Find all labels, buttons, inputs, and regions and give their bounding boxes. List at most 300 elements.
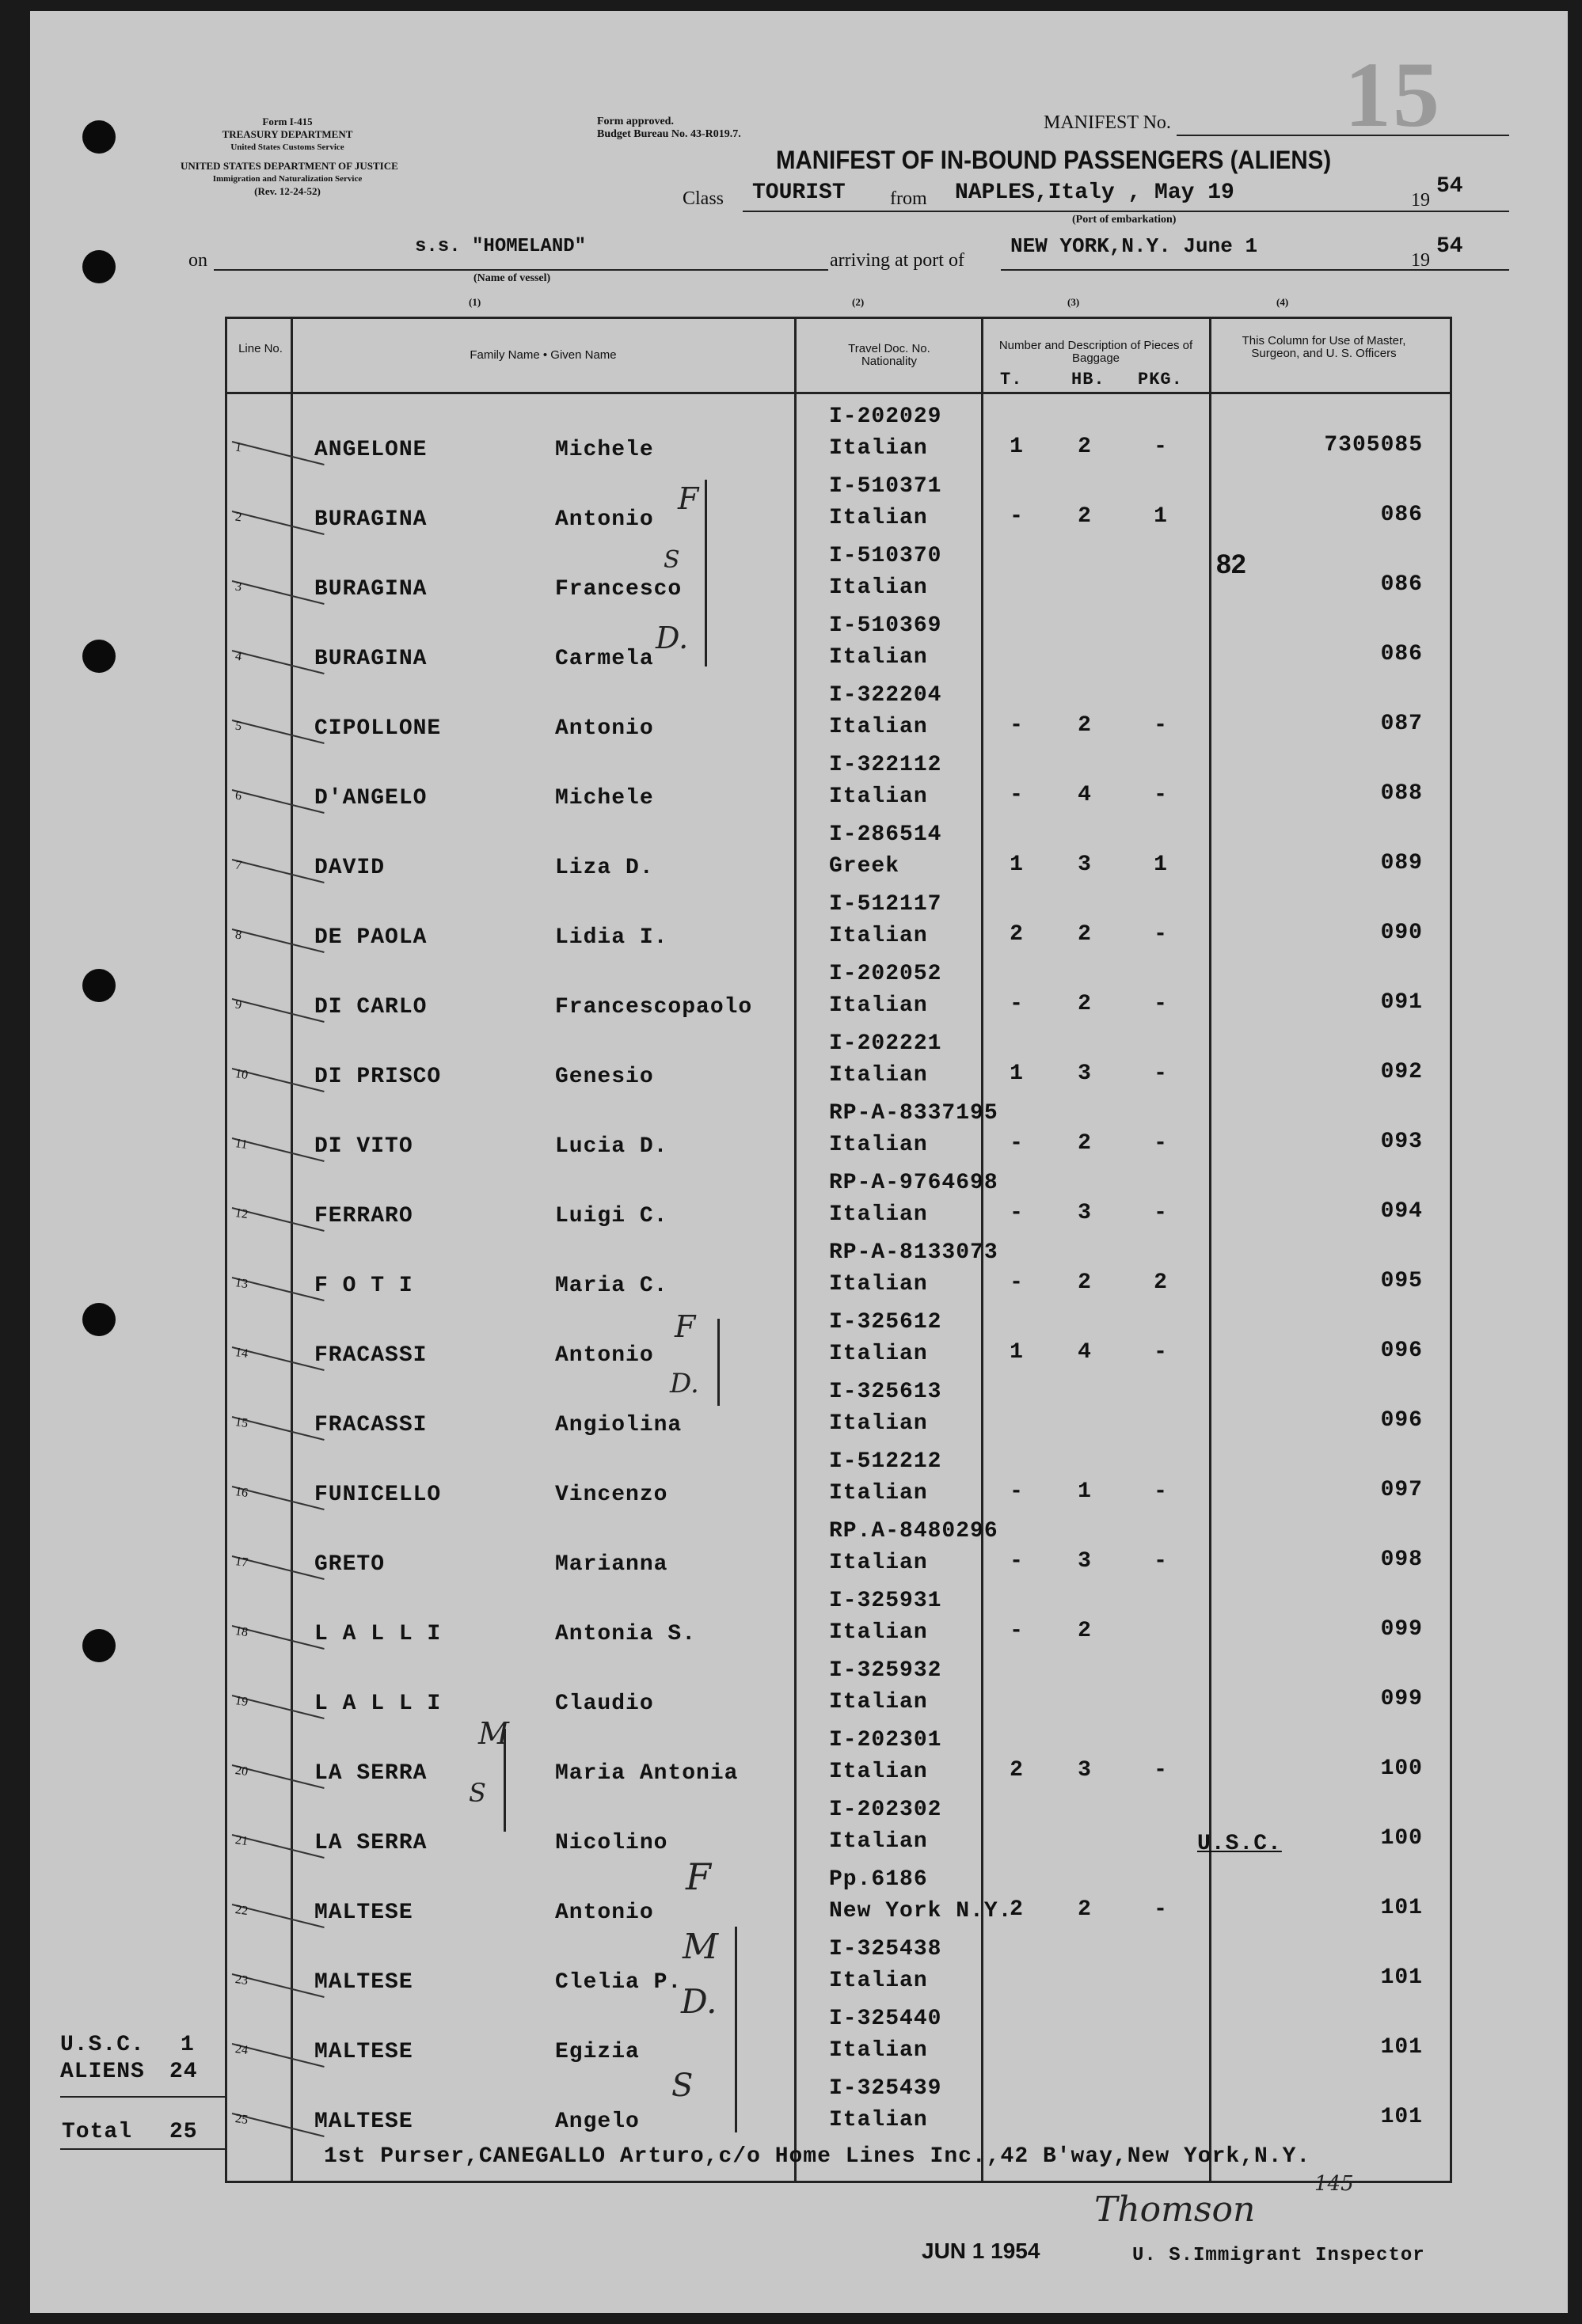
baggage-hb: 3 <box>1078 1549 1092 1574</box>
customs-label: United States Customs Service <box>230 142 344 152</box>
officer-number: 101 <box>1380 1896 1423 1920</box>
given-name: Luigi C. <box>555 1204 668 1228</box>
col-head-bag-t: T. <box>1000 370 1023 389</box>
given-name: Carmela <box>555 647 654 671</box>
travel-doc-no: RP.A-8480296 <box>829 1519 998 1544</box>
travel-doc-no: I-202052 <box>829 962 942 986</box>
officer-number: 099 <box>1380 1617 1423 1642</box>
punch-hole <box>82 250 116 283</box>
handwritten-m: M <box>683 1927 719 1967</box>
justice-label: UNITED STATES DEPARTMENT OF JUSTICE <box>181 160 398 172</box>
given-name: Genesio <box>555 1065 654 1089</box>
table-row <box>227 1161 1450 1231</box>
handwritten-s: S <box>664 546 680 574</box>
handwritten-s: S <box>671 2068 694 2104</box>
baggage-pkg: - <box>1154 1479 1168 1504</box>
nationality: Italian <box>829 1690 928 1715</box>
table-row <box>227 604 1450 674</box>
baggage-pkg: 2 <box>1154 1270 1168 1295</box>
baggage-t: 2 <box>1010 1758 1024 1783</box>
travel-doc-no: I-510370 <box>829 544 942 568</box>
totals-aliens-label: ALIENS <box>60 2060 145 2084</box>
baggage-pkg: - <box>1154 1131 1168 1156</box>
given-name: Antonio <box>555 1901 654 1925</box>
family-name: DI PRISCO <box>314 1065 442 1089</box>
family-name: MALTESE <box>314 1901 413 1925</box>
baggage-pkg: - <box>1154 1549 1168 1574</box>
line-number: 2 <box>234 510 243 525</box>
totals-usc-label: U.S.C. <box>60 2033 145 2057</box>
handwritten-f: F <box>678 481 699 516</box>
given-name: Egizia <box>555 2040 640 2064</box>
totals-aliens-value: 24 <box>169 2060 198 2084</box>
justice-block <box>181 160 398 198</box>
line-number: 7 <box>234 858 243 873</box>
given-name: Maria Antonia <box>555 1761 739 1786</box>
family-name: FERRARO <box>314 1204 413 1228</box>
baggage-pkg: 1 <box>1154 853 1168 877</box>
line-number: 22 <box>234 1902 249 1919</box>
table-row <box>227 743 1450 813</box>
officer-number: 092 <box>1380 1060 1423 1084</box>
table-row <box>227 952 1450 1022</box>
arrival-value: NEW YORK,N.Y. June 1 <box>1010 234 1258 258</box>
given-name: Francescopaolo <box>555 995 753 1020</box>
nationality: Italian <box>829 645 928 670</box>
given-name: Nicolino <box>555 1831 668 1855</box>
check-stroke <box>232 650 325 674</box>
baggage-t: 1 <box>1010 1061 1024 1086</box>
handwritten-f: F <box>686 1855 711 1898</box>
check-stroke <box>232 720 325 744</box>
family-name: DE PAOLA <box>314 925 428 950</box>
line-number: 9 <box>234 997 243 1012</box>
nationality: Italian <box>829 1133 928 1157</box>
baggage-t: - <box>1010 1201 1024 1225</box>
on-label: on <box>188 250 207 271</box>
family-name: DI CARLO <box>314 995 428 1020</box>
from-year: 54 <box>1436 174 1463 199</box>
line-number: 6 <box>234 788 243 803</box>
check-stroke <box>232 998 325 1023</box>
baggage-hb: 3 <box>1078 853 1092 877</box>
form-approved: Form approved. <box>597 116 674 127</box>
officer-number: 096 <box>1380 1339 1423 1363</box>
punch-hole <box>82 969 116 1002</box>
table-row <box>227 813 1450 883</box>
officer-number: 095 <box>1380 1269 1423 1293</box>
officer-number: 7305085 <box>1324 433 1423 458</box>
given-name: Michele <box>555 438 654 462</box>
family-name: GRETO <box>314 1552 386 1577</box>
vessel-line <box>214 269 828 271</box>
baggage-pkg: - <box>1154 435 1168 459</box>
line-number: 16 <box>234 1484 249 1501</box>
travel-doc-no: I-325438 <box>829 1937 942 1961</box>
table-row <box>227 1092 1450 1161</box>
nationality: Italian <box>829 1272 928 1297</box>
table-row <box>227 1231 1450 1301</box>
travel-doc-no: RP-A-8133073 <box>829 1240 998 1265</box>
travel-doc-no: I-510371 <box>829 474 942 499</box>
arriving-label: arriving at port of <box>830 250 964 271</box>
from-value: NAPLES,Italy , May 19 <box>955 180 1234 205</box>
handwritten-m: M <box>478 1716 509 1751</box>
col-head-bag-hb: HB. <box>1071 370 1105 389</box>
check-stroke <box>232 441 325 465</box>
officer-number: 093 <box>1380 1130 1423 1154</box>
table-row <box>227 1301 1450 1370</box>
line-number: 12 <box>234 1206 249 1222</box>
table-row <box>227 1927 1450 1997</box>
totals-total-value: 25 <box>169 2120 198 2144</box>
baggage-t: - <box>1010 713 1024 738</box>
nationality: Italian <box>829 1551 928 1575</box>
given-name: Vincenzo <box>555 1483 668 1507</box>
family-name: L A L L I <box>314 1692 442 1716</box>
officer-number: 096 <box>1380 1408 1423 1433</box>
colnum-4: (4) <box>1276 296 1289 308</box>
nationality: Italian <box>829 924 928 948</box>
baggage-t: 1 <box>1010 853 1024 877</box>
nationality: Italian <box>829 1481 928 1506</box>
handwritten-d: D. <box>670 1368 699 1399</box>
col-head-name: Family Name • Given Name <box>470 348 617 362</box>
family-name: BURAGINA <box>314 577 428 602</box>
officer-number: 101 <box>1380 2035 1423 2060</box>
passenger-table <box>225 317 1452 2183</box>
header-divider <box>227 392 1450 394</box>
totals-usc-value: 1 <box>181 2033 195 2057</box>
family-name: MALTESE <box>314 2109 413 2134</box>
vessel-name: s.s. "HOMELAND" <box>415 236 587 257</box>
travel-doc-no: RP-A-9764698 <box>829 1171 998 1195</box>
colnum-1: (1) <box>469 296 481 308</box>
family-bracket <box>727 1927 737 2132</box>
inspector-label: U. S.Immigrant Inspector <box>1132 2245 1425 2266</box>
line-number: 25 <box>234 2111 249 2128</box>
travel-doc-no: Pp.6186 <box>829 1867 928 1892</box>
travel-doc-no: I-325439 <box>829 2076 942 2101</box>
line-number: 17 <box>234 1554 249 1570</box>
col-head-line-no: Line No. <box>238 342 283 355</box>
line-number: 3 <box>234 579 243 594</box>
family-name: FRACASSI <box>314 1413 428 1437</box>
family-name: BURAGINA <box>314 647 428 671</box>
baggage-hb: 1 <box>1078 1479 1092 1504</box>
given-name: Clelia P. <box>555 1970 683 1995</box>
line-number: 18 <box>234 1623 249 1640</box>
baggage-t: - <box>1010 1131 1024 1156</box>
nationality: Italian <box>829 715 928 739</box>
given-name: Angiolina <box>555 1413 683 1437</box>
table-row <box>227 534 1450 604</box>
travel-doc-no: I-512212 <box>829 1449 942 1474</box>
check-stroke <box>232 511 325 535</box>
given-name: Marianna <box>555 1552 668 1577</box>
travel-doc-no: I-202029 <box>829 404 942 429</box>
embark-note: (Port of embarkation) <box>1072 214 1177 226</box>
nationality: Italian <box>829 993 928 1018</box>
table-row <box>227 1440 1450 1509</box>
line-number: 14 <box>234 1345 249 1361</box>
baggage-pkg: 1 <box>1154 504 1168 529</box>
nationality: Greek <box>829 854 900 879</box>
class-line <box>743 211 1509 212</box>
line-number: 19 <box>234 1693 249 1710</box>
baggage-hb: 2 <box>1078 992 1092 1016</box>
baggage-hb: 2 <box>1078 1270 1092 1295</box>
line-number: 24 <box>234 2041 249 2058</box>
baggage-t: - <box>1010 504 1024 529</box>
nationality: Italian <box>829 506 928 530</box>
baggage-hb: 2 <box>1078 1619 1092 1643</box>
approval-block <box>597 116 741 141</box>
arrival-line <box>1001 269 1509 271</box>
manifest-page <box>30 11 1568 2313</box>
line-number: 10 <box>234 1066 249 1083</box>
family-name: LA SERRA <box>314 1831 428 1855</box>
table-row <box>227 674 1450 743</box>
baggage-pkg: - <box>1154 1061 1168 1086</box>
baggage-t: 2 <box>1010 1897 1024 1922</box>
family-bracket <box>497 1729 506 1832</box>
officer-number: 088 <box>1380 781 1423 806</box>
line-number: 20 <box>234 1763 249 1779</box>
travel-doc-no: I-322204 <box>829 683 942 708</box>
rev-label: (Rev. 12-24-52) <box>254 185 321 197</box>
baggage-hb: 4 <box>1078 783 1092 807</box>
officer-number: 101 <box>1380 2105 1423 2129</box>
table-row <box>227 1649 1450 1718</box>
line-number: 15 <box>234 1415 249 1431</box>
manifest-no-label: MANIFEST No. <box>1044 112 1171 133</box>
baggage-t: - <box>1010 992 1024 1016</box>
baggage-pkg: - <box>1154 783 1168 807</box>
table-row <box>227 1579 1450 1649</box>
baggage-t: 1 <box>1010 1340 1024 1365</box>
form-id: Form I-415 <box>262 116 313 127</box>
travel-doc-no: I-325612 <box>829 1310 942 1335</box>
totals-rule <box>60 2096 225 2098</box>
nationality: Italian <box>829 1411 928 1436</box>
table-row <box>227 883 1450 952</box>
baggage-hb: 2 <box>1078 713 1092 738</box>
usc-annotation: U.S.C. <box>1197 1832 1282 1856</box>
given-name: Francesco <box>555 577 683 602</box>
given-name: Lidia I. <box>555 925 668 950</box>
officer-number: 086 <box>1380 642 1423 666</box>
table-row <box>227 1370 1450 1440</box>
inspector-signature: Thomson <box>1094 2189 1256 2230</box>
family-name: CIPOLLONE <box>314 716 442 741</box>
given-name: Angelo <box>555 2109 640 2134</box>
purser-line: 1st Purser,CANEGALLO Arturo,c/o Home Lines Inc.,42 B'way,New York,N.Y. <box>324 2144 1311 2169</box>
mark-82: 82 <box>1216 549 1246 579</box>
budget-bureau: Budget Bureau No. 43-R019.7. <box>597 128 741 140</box>
punch-hole <box>82 1303 116 1336</box>
family-bracket <box>697 480 707 666</box>
baggage-t: - <box>1010 783 1024 807</box>
col-head-doc: Travel Doc. No. Nationality <box>848 342 930 368</box>
arrival-year-prefix: 19 <box>1411 250 1430 271</box>
baggage-pkg: - <box>1154 992 1168 1016</box>
family-name: ANGELONE <box>314 438 428 462</box>
officer-number: 090 <box>1380 921 1423 945</box>
handwritten-d: D. <box>681 1982 717 2021</box>
travel-doc-no: I-510369 <box>829 613 942 638</box>
baggage-pkg: - <box>1154 1201 1168 1225</box>
line-number: 5 <box>234 719 243 734</box>
signature-number: 145 <box>1314 2172 1354 2196</box>
travel-doc-no: I-512117 <box>829 892 942 917</box>
travel-doc-no: I-202221 <box>829 1031 942 1056</box>
travel-doc-no: I-322112 <box>829 753 942 777</box>
nationality: Italian <box>829 2038 928 2063</box>
table-row <box>227 1858 1450 1927</box>
travel-doc-no: I-325440 <box>829 2007 942 2031</box>
class-label: Class <box>683 188 724 209</box>
officer-number: 086 <box>1380 572 1423 597</box>
table-row <box>227 1718 1450 1788</box>
class-value: TOURIST <box>752 180 846 205</box>
colnum-3: (3) <box>1067 296 1080 308</box>
given-name: Maria C. <box>555 1274 668 1298</box>
line-number: 8 <box>234 928 243 943</box>
nationality: New York N.Y. <box>829 1899 1013 1923</box>
line-number: 23 <box>234 1972 249 1988</box>
travel-doc-no: I-325931 <box>829 1589 942 1613</box>
arrival-year: 54 <box>1436 234 1463 259</box>
family-name: DAVID <box>314 856 386 880</box>
table-row <box>227 395 1450 465</box>
travel-doc-no: I-325932 <box>829 1658 942 1683</box>
family-name: FRACASSI <box>314 1343 428 1368</box>
nationality: Italian <box>829 1760 928 1784</box>
handwritten-f: F <box>675 1309 696 1344</box>
baggage-hb: 3 <box>1078 1061 1092 1086</box>
nationality: Italian <box>829 2108 928 2132</box>
nationality: Italian <box>829 1202 928 1227</box>
officer-number: 101 <box>1380 1965 1423 1990</box>
baggage-hb: 3 <box>1078 1758 1092 1783</box>
treasury-label: TREASURY DEPARTMENT <box>222 128 353 140</box>
table-row <box>227 1997 1450 2067</box>
family-name: BURAGINA <box>314 507 428 532</box>
nationality: Italian <box>829 1342 928 1366</box>
officer-number: 091 <box>1380 990 1423 1015</box>
baggage-pkg: - <box>1154 1758 1168 1783</box>
punch-hole <box>82 1629 116 1662</box>
officer-number: 087 <box>1380 712 1423 736</box>
nationality: Italian <box>829 1620 928 1645</box>
line-number: 21 <box>234 1832 249 1849</box>
form-department-block <box>181 116 394 154</box>
travel-doc-no: RP-A-8337195 <box>829 1101 998 1126</box>
handwritten-s: S <box>469 1778 486 1808</box>
family-name: F O T I <box>314 1274 413 1298</box>
check-stroke <box>232 580 325 605</box>
officer-number: 098 <box>1380 1547 1423 1572</box>
table-row <box>227 1022 1450 1092</box>
family-name: FUNICELLO <box>314 1483 442 1507</box>
nationality: Italian <box>829 436 928 461</box>
baggage-hb: 3 <box>1078 1201 1092 1225</box>
baggage-t: - <box>1010 1549 1024 1574</box>
baggage-t: - <box>1010 1479 1024 1504</box>
colnum-2: (2) <box>852 296 865 308</box>
from-year-prefix: 19 <box>1411 190 1430 211</box>
baggage-hb: 2 <box>1078 1131 1092 1156</box>
nationality: Italian <box>829 1063 928 1088</box>
totals-rule <box>60 2148 225 2150</box>
officer-number: 097 <box>1380 1478 1423 1502</box>
baggage-hb: 2 <box>1078 1897 1092 1922</box>
travel-doc-no: I-286514 <box>829 822 942 847</box>
family-name: L A L L I <box>314 1622 442 1646</box>
nationality: Italian <box>829 1829 928 1854</box>
from-label: from <box>890 188 927 209</box>
handwritten-d: D. <box>656 621 689 655</box>
officer-number: 100 <box>1380 1826 1423 1851</box>
family-name: LA SERRA <box>314 1761 428 1786</box>
line-number: 11 <box>234 1137 249 1152</box>
ins-label: Immigration and Naturalization Service <box>212 174 363 184</box>
table-row <box>227 1509 1450 1579</box>
punch-hole <box>82 120 116 154</box>
manifest-no-line <box>1177 135 1509 136</box>
travel-doc-no: I-325613 <box>829 1380 942 1404</box>
officer-number: 089 <box>1380 851 1423 875</box>
date-stamp: JUN 1 1954 <box>922 2239 1040 2263</box>
table-row <box>227 2067 1450 2136</box>
given-name: Antonio <box>555 716 654 741</box>
check-stroke <box>232 859 325 883</box>
baggage-pkg: - <box>1154 1340 1168 1365</box>
col-head-baggage: Number and Description of Pieces of Baggage <box>998 339 1193 365</box>
baggage-pkg: - <box>1154 713 1168 738</box>
baggage-hb: 2 <box>1078 922 1092 947</box>
baggage-pkg: - <box>1154 1897 1168 1922</box>
officer-number: 100 <box>1380 1756 1423 1781</box>
nationality: Italian <box>829 575 928 600</box>
line-number: 4 <box>234 649 243 664</box>
given-name: Antonia S. <box>555 1622 697 1646</box>
vessel-note: (Name of vessel) <box>473 272 551 284</box>
totals-total-label: Total <box>62 2120 133 2144</box>
given-name: Antonio <box>555 1343 654 1368</box>
nationality: Italian <box>829 784 928 809</box>
line-number: 1 <box>234 440 243 455</box>
check-stroke <box>232 789 325 814</box>
family-name: DI VITO <box>314 1134 413 1159</box>
baggage-t: - <box>1010 1619 1024 1643</box>
page-number-stamp: 15 <box>1344 43 1441 146</box>
officer-number: 099 <box>1380 1687 1423 1711</box>
given-name: Claudio <box>555 1692 654 1716</box>
family-name: MALTESE <box>314 1970 413 1995</box>
manifest-title: MANIFEST OF IN-BOUND PASSENGERS (ALIENS) <box>776 146 1332 174</box>
check-stroke <box>232 928 325 953</box>
travel-doc-no: I-202301 <box>829 1728 942 1752</box>
family-name: MALTESE <box>314 2040 413 2064</box>
nationality: Italian <box>829 1969 928 1993</box>
baggage-hb: 2 <box>1078 504 1092 529</box>
baggage-pkg: - <box>1154 922 1168 947</box>
given-name: Michele <box>555 786 654 811</box>
col-head-officers: This Column for Use of Master, Surgeon, and U. S. Officers <box>1242 334 1406 360</box>
baggage-hb: 4 <box>1078 1340 1092 1365</box>
